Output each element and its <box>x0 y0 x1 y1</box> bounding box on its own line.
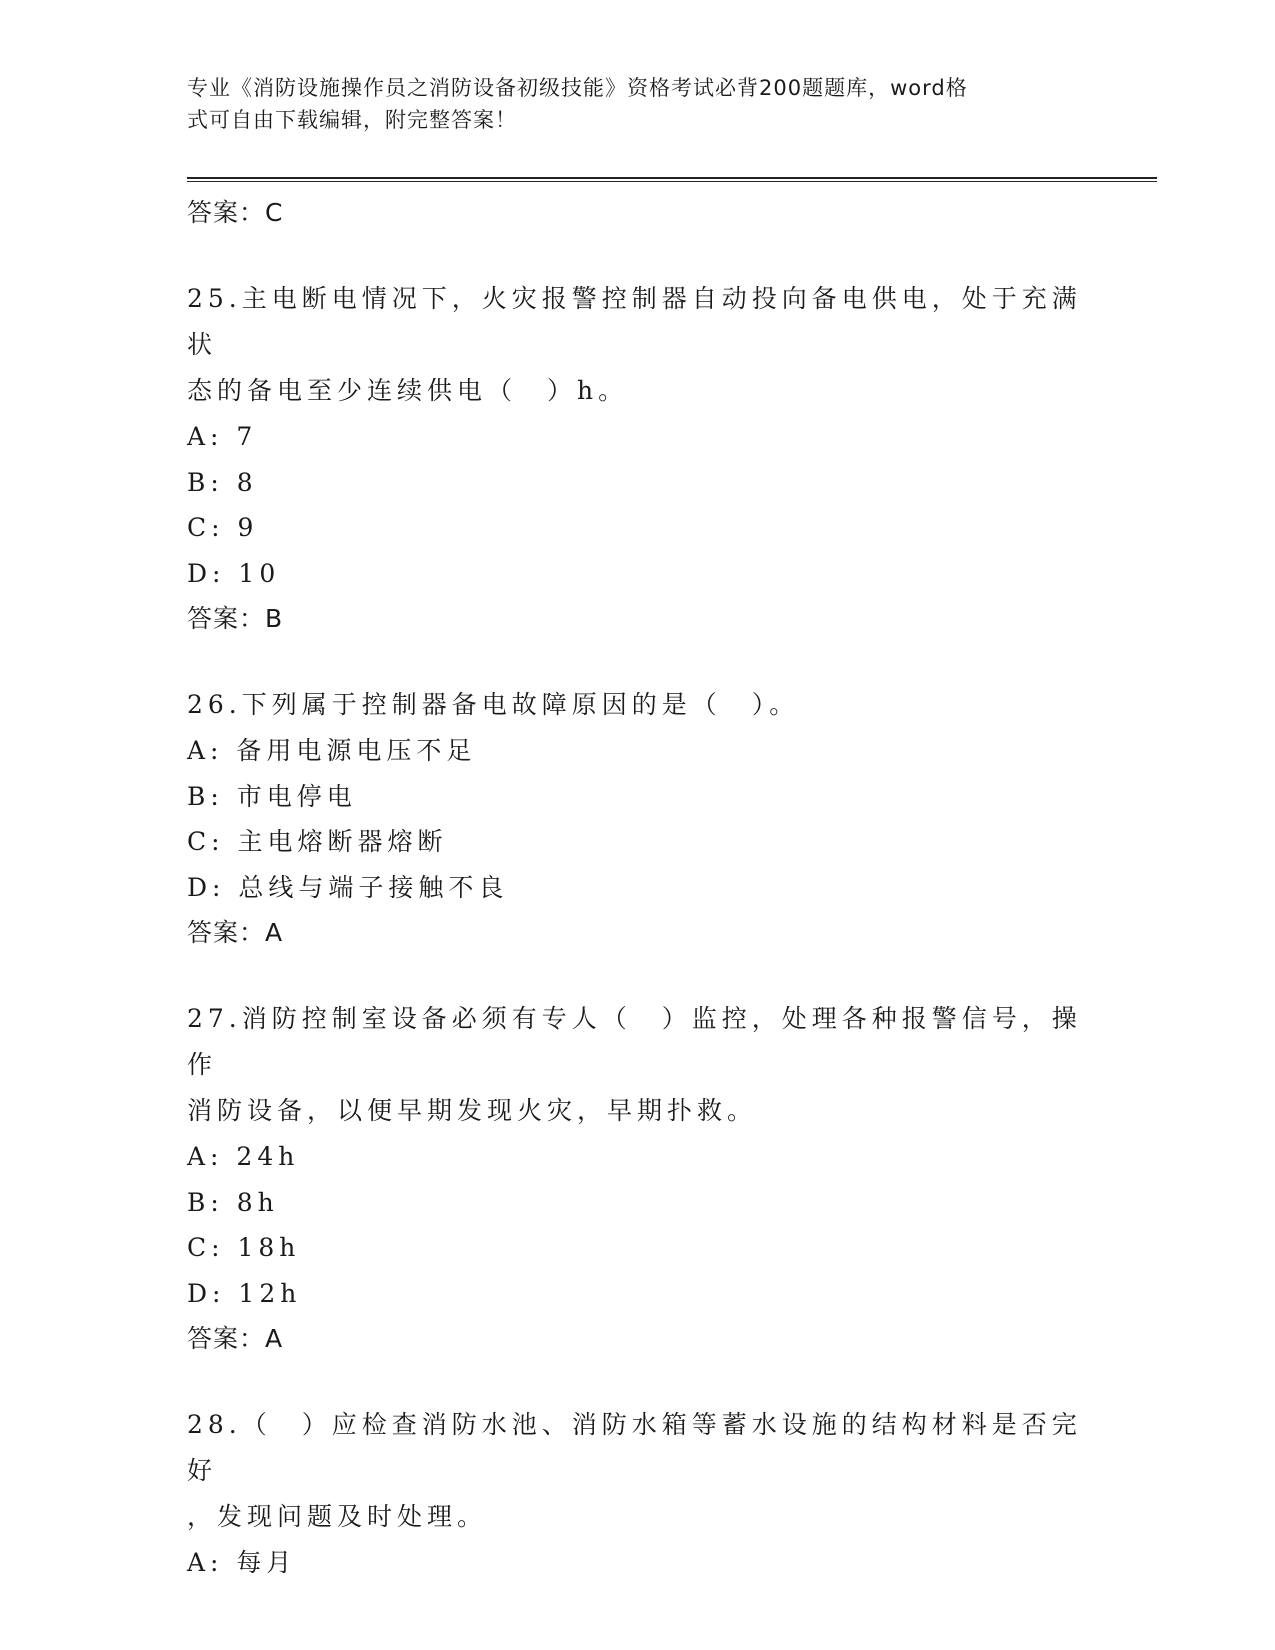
question-item <box>187 276 1087 642</box>
question-stem-line: 态的备电至少连续供电（ ）h。 <box>187 376 629 405</box>
option-a: A: 备用电源电压不足 <box>187 736 477 765</box>
question-stem <box>187 682 1087 728</box>
question-stem-line: ，发现问题及时处理。 <box>187 1502 488 1531</box>
header-divider <box>187 177 1157 182</box>
question-item <box>187 996 1087 1362</box>
option-d: D: 12h <box>187 1278 302 1308</box>
option-a: A: 24h <box>187 1142 300 1171</box>
question-item <box>187 1402 1087 1586</box>
option-a: A: 7 <box>187 422 258 451</box>
question-stem-line: 消防设备，以便早期发现火灾，早期扑救。 <box>187 1096 758 1125</box>
option-c: C: 主电熔断器熔断 <box>187 827 448 856</box>
document-header <box>187 72 1067 136</box>
option-a: A: 每月 <box>187 1548 297 1577</box>
question-stem-line: 28.（ ）应检查消防水池、消防水箱等蓄水设施的结构材料是否完好 <box>187 1410 1082 1485</box>
answer-line: 答案：A <box>187 1324 284 1353</box>
option-b: B: 市电停电 <box>187 781 357 811</box>
header-line-2: 式可自由下载编辑，附完整答案！ <box>187 108 517 132</box>
option-c: C: 9 <box>187 513 259 542</box>
answer-line: 答案：A <box>187 918 284 947</box>
option-d: D: 10 <box>187 558 281 588</box>
option-b: B: 8 <box>187 467 258 497</box>
question-stem-line: 25.主电断电情况下，火灾报警控制器自动投向备电供电，处于充满状 <box>187 284 1082 359</box>
option-b: B: 8h <box>187 1187 279 1217</box>
question-stem-line: 27.消防控制室设备必须有专人（ ）监控，处理各种报警信号，操作 <box>187 1004 1082 1079</box>
option-c: C: 18h <box>187 1233 301 1262</box>
option-d: D: 总线与端子接触不良 <box>187 872 509 902</box>
answer-line: 答案：B <box>187 604 284 633</box>
question-stem <box>187 1402 1087 1540</box>
question-stem <box>187 276 1087 414</box>
question-list <box>187 190 1087 1586</box>
header-line-1: 专业《消防设施操作员之消防设备初级技能》资格考试必背200题题库，word格 <box>187 76 968 100</box>
question-item <box>187 682 1087 956</box>
question-stem-line: 26.下列属于控制器备电故障原因的是（ ）。 <box>187 690 800 719</box>
answer-line: 答案：C <box>187 198 284 227</box>
question-stem <box>187 996 1087 1134</box>
